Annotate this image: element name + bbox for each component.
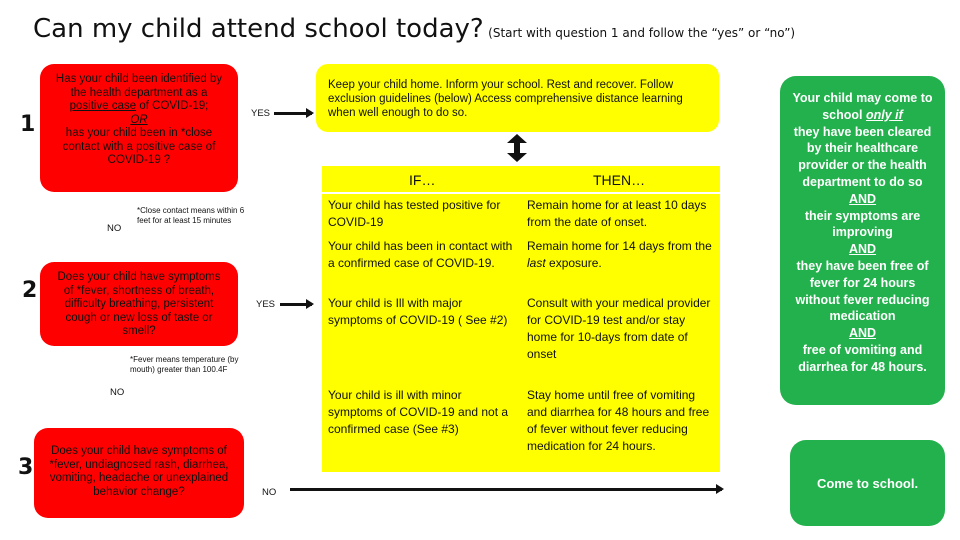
come-to-school-text: Come to school. (816, 475, 919, 491)
and-3: AND (848, 326, 877, 341)
come-to-school-box (790, 440, 945, 526)
q1-text-end: of COVID-19; (136, 100, 209, 112)
q1-positive-case: positive case (69, 100, 137, 112)
if-then-table (322, 166, 720, 472)
row-1-then: Remain home for at least 10 days from the date of onset. (527, 198, 707, 229)
q1-or: OR (130, 113, 148, 126)
row-4-then: Stay home until free of vomiting and diarrhea for 48 hours and free of fever without fever reducing medication for 24 hours. (527, 388, 710, 453)
row-4-if: Your child is ill with minor symptoms of COVID-19 and not a confirmed case (See #3) (328, 388, 509, 436)
question-2-box (40, 262, 238, 346)
q1-text-close-contact: has your child been in *close contact with a positive case of COVID-19 ? (62, 127, 216, 166)
q1-yes-label: YES (251, 108, 271, 119)
question-1-box (40, 64, 238, 192)
question-3-number: 3 (18, 455, 34, 480)
row-2-if: Your child has been in contact with a confirmed case of COVID-19. (328, 239, 513, 270)
q2-fever-note: *Fever means temperature (by mouth) greater than 100.4F (130, 355, 239, 374)
row-1-if: Your child has tested positive for COVID-19 (328, 198, 501, 229)
may-come-fever-free: they have been free of fever for 24 hours without fever reducing medication (795, 258, 930, 324)
row-3-then: Consult with your medical provider for COVID-19 test and/or stay home for 10-days from date of onset (527, 296, 711, 361)
row-3-if: Your child is Ill with major symptoms of COVID-19 ( See #2) (328, 296, 508, 327)
may-come-cleared: they have been cleared by their healthcare provider or the health department to do so (793, 124, 932, 189)
q3-no-arrow (290, 488, 722, 491)
then-header: THEN… (593, 172, 646, 188)
keep-home-box (316, 64, 719, 132)
question-3-box (34, 428, 244, 518)
may-come-vomit-free: free of vomiting and diarrhea for 48 hours. (798, 342, 927, 374)
may-come-improving: their symptoms are improving (804, 208, 921, 240)
only-if: only if (865, 107, 903, 122)
q2-yes-arrow (280, 303, 312, 306)
row-2-then: Remain home for 14 days from the last exposure. (527, 239, 712, 270)
title-main: Can my child attend school today? (33, 14, 484, 44)
if-header: IF… (409, 172, 436, 188)
page-title (33, 14, 795, 44)
q3-no-label: NO (262, 487, 277, 498)
and-1: AND (848, 191, 877, 206)
question-2-number: 2 (22, 278, 38, 303)
table-header-divider (322, 192, 720, 194)
title-subtitle: (Start with question 1 and follow the “yes” or “no”) (488, 26, 796, 40)
may-come-box (780, 76, 945, 405)
keep-home-text: Keep your child home. Inform your school. Rest and recover. Follow exclusion guidelines (below) Access comprehensive distance learning when well enough to do so. (328, 79, 683, 119)
q2-text: Does your child have symptoms of *fever, shortness of breath, difficulty breathing, persistent cough or new loss of taste or smell? (57, 271, 221, 337)
q2-yes-label: YES (256, 299, 276, 310)
double-arrow-icon (505, 134, 529, 162)
question-1-number: 1 (20, 112, 36, 137)
q2-no-label: NO (110, 387, 125, 398)
and-2: AND (848, 242, 877, 257)
q1-no-label: NO (107, 223, 122, 234)
q1-yes-arrow (274, 112, 312, 115)
q1-text-start: Has your child been identified by the health department as a (55, 73, 223, 99)
may-come-intro: Your child may come to school (792, 91, 933, 122)
q1-close-contact-note: *Close contact means within 6 feet for at least 15 minutes (137, 206, 245, 225)
q3-text: Does your child have symptoms of *fever, undiagnosed rash, diarrhea, vomiting, headache or unexplained behavior change? (49, 445, 229, 498)
